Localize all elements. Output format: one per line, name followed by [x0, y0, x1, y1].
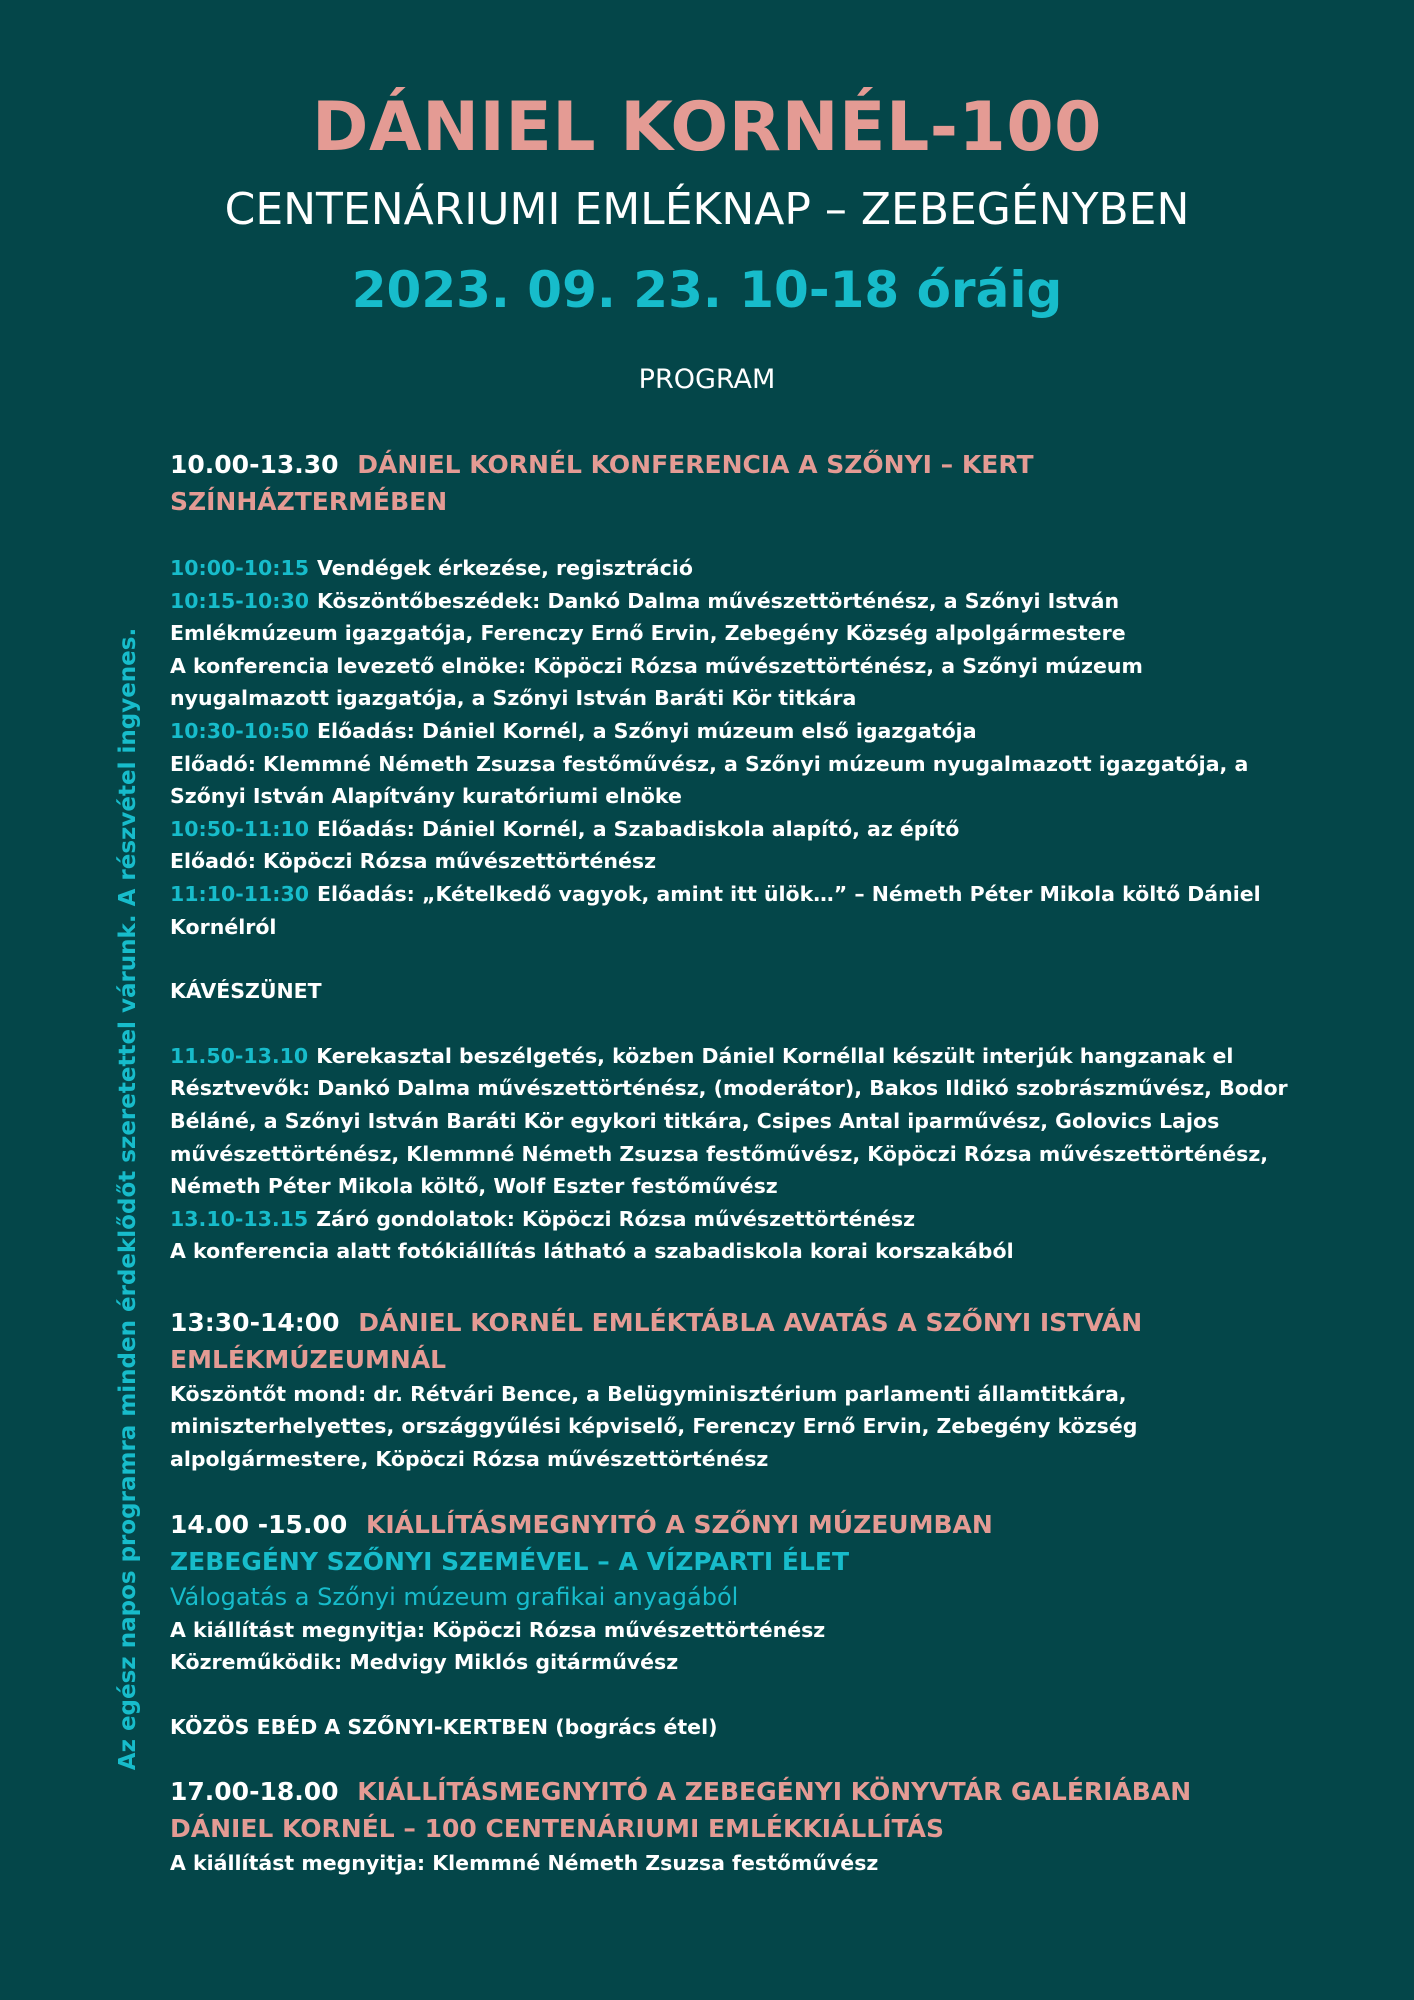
item-text: Előadás: Dániel Kornél, a Szőnyi múzeum első igazgatója — [317, 718, 977, 743]
exhibit-subtitle: Válogatás a Szőnyi múzeum grafikai anyagából — [170, 1582, 739, 1611]
program-item — [170, 878, 1290, 943]
item-text: Kerekasztal beszélgetés, közben Dániel Kornéllal készült interjúk hangzanak el — [316, 1043, 1234, 1068]
section-time: 13:30-14:00 — [170, 1307, 340, 1337]
item-text: Előadó: Klemmné Németh Zsuzsa festőművész, a Szőnyi múzeum nyugalmazott igazgatója, a Szőnyi István Alapítvány kuratóriumi elnöke — [170, 751, 1249, 809]
side-note: Az egész napos programra minden érdeklődőt szeretettel várunk. A részvétel ingyenes. — [115, 627, 141, 1771]
section-exhibition-heading — [170, 1506, 1290, 1543]
exhibit-title: ZEBEGÉNY SZŐNYI SZEMÉVEL – A VÍZPARTI ÉLET — [170, 1546, 850, 1576]
section-time: 10.00-13.30 — [170, 450, 339, 479]
program-item — [170, 585, 1290, 650]
exhibit-performer: Közreműködik: Medvigy Miklós gitárművész — [170, 1650, 679, 1675]
program-content — [170, 446, 1290, 1880]
coffee-break: KÁVÉSZÜNET — [170, 979, 322, 1004]
item-time: 11:10-11:30 — [170, 881, 310, 906]
program-item — [170, 1203, 1290, 1236]
exhibit-opener: A kiállítást megnyitja: Klemmné Németh Zsuzsa festőművész — [170, 1851, 879, 1876]
poster-subtitle: CENTENÁRIUMI EMLÉKNAP – ZEBEGÉNYBEN — [224, 184, 1190, 235]
item-text: Előadó: Köpöczi Rózsa művészettörténész — [170, 849, 657, 874]
program-item — [170, 715, 1290, 748]
program-item — [170, 813, 1290, 846]
section-conference-heading — [170, 446, 1290, 520]
item-text: Előadás: Dániel Kornél, a Szabadiskola alapító, az építő — [317, 816, 960, 841]
item-time: 10:30-10:50 — [170, 718, 310, 743]
program-label: PROGRAM — [638, 364, 776, 395]
program-item — [170, 845, 1290, 878]
item-time: 10:50-11:10 — [170, 816, 310, 841]
program-item — [170, 650, 1290, 715]
exhibition-note: A konferencia alatt fotókiállítás látható a szabadiskola korai korszakából — [170, 1239, 1014, 1264]
section-plaque-heading — [170, 1304, 1290, 1378]
event-date: 2023. 09. 23. 10-18 óráig — [351, 261, 1063, 319]
item-text: Köszöntőbeszédek: Dankó Dalma művészettörténész, a Szőnyi István Emlékmúzeum igazgatója, Ferenczy Ernő Ervin, Zebegény Község alpolgármestere — [170, 588, 1126, 646]
section-title: KIÁLLÍTÁSMEGNYITÓ A ZEBEGÉNYI KÖNYVTÁR GALÉRIÁBAN — [357, 1777, 1192, 1807]
item-text: Záró gondolatok: Köpöczi Rózsa művészettörténész — [316, 1206, 916, 1231]
item-time: 13.10-13.15 — [170, 1206, 309, 1231]
section-library-heading — [170, 1773, 1290, 1810]
program-item — [170, 1040, 1290, 1073]
exhibit-opener: A kiállítást megnyitja: Köpöczi Rózsa művészettörténész — [170, 1617, 826, 1642]
item-text: Vendégek érkezése, regisztráció — [317, 556, 693, 580]
section-title: KIÁLLÍTÁSMEGNYITÓ A SZŐNYI MÚZEUMBAN — [365, 1509, 993, 1539]
item-time: 10:15-10:30 — [170, 588, 310, 613]
item-text: A konferencia levezető elnöke: Köpöczi Rózsa művészettörténész, a Szőnyi múzeum nyugalmazott igazgatója, a Szőnyi István Baráti Kör titkára — [170, 653, 1143, 711]
item-time: 10:00-10:15 — [170, 556, 310, 580]
lunch-note: KÖZÖS EBÉD A SZŐNYI-KERTBEN (bogrács étel) — [170, 1714, 718, 1739]
item-text: Előadás: „Kételkedő vagyok, amint itt ülök…” – Németh Péter Mikola költő Dániel Kornélról — [170, 881, 1261, 939]
item-time: 11.50-13.10 — [170, 1043, 309, 1068]
program-item — [170, 1072, 1290, 1202]
section-text: Köszöntőt mond: dr. Rétvári Bence, a Belügyminisztérium parlamenti államtitkára, miniszterhelyettes, országgyűlési képviselő, Ferenczy Ernő Ervin, Zebegény község alpolgármestere, Köpöczi Rózsa művészettörténész — [170, 1381, 1138, 1472]
poster-title: DÁNIEL KORNÉL-100 — [312, 88, 1102, 167]
program-item — [170, 748, 1290, 813]
exhibit-title: DÁNIEL KORNÉL – 100 CENTENÁRIUMI EMLÉKKIÁLLÍTÁS — [170, 1814, 944, 1844]
section-title: DÁNIEL KORNÉL EMLÉKTÁBLA AVATÁS A SZŐNYI ISTVÁN EMLÉKMÚZEUMNÁL — [170, 1307, 1143, 1374]
section-time: 14.00 -15.00 — [170, 1509, 348, 1539]
section-time: 17.00-18.00 — [170, 1777, 339, 1807]
item-text: Résztvevők: Dankó Dalma művészettörténész, (moderátor), Bakos Ildikó szobrászművész, Bodor Béláné, a Szőnyi István Baráti Kör egykori titkára, Csipes Antal iparművész, Golovics Lajos művészettörténész, Klemmné Németh Zsuzsa festőművész, Köpöczi Rózsa művészettörténész, Németh Péter Mikola költő, Wolf Eszter festőművész — [170, 1076, 1288, 1199]
section-title: DÁNIEL KORNÉL KONFERENCIA A SZŐNYI – KERT SZÍNHÁZTERMÉBEN — [170, 450, 1034, 516]
program-item — [170, 552, 1290, 585]
